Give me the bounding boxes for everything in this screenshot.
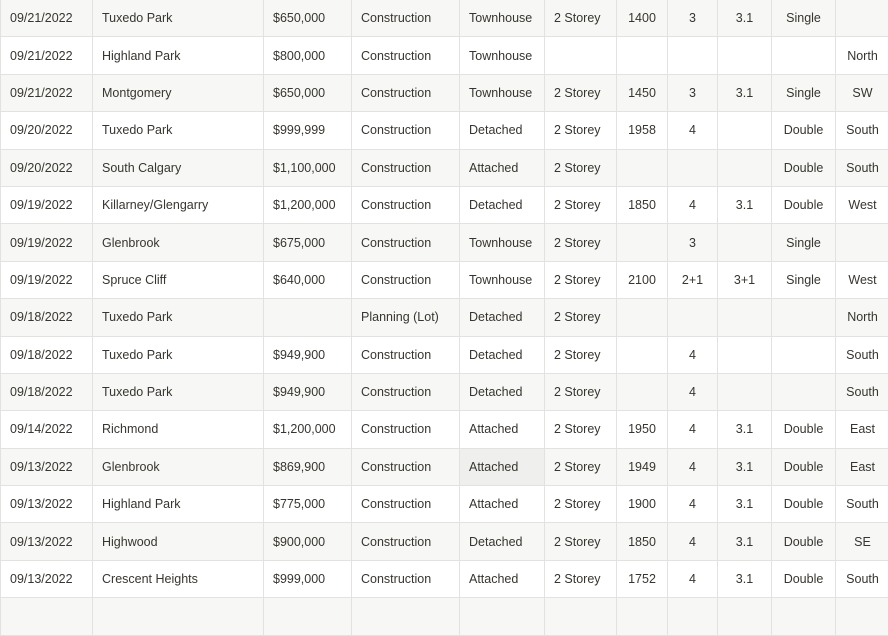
community-cell[interactable]: Montgomery [93,74,264,111]
price-cell[interactable]: $1,100,000 [264,149,352,186]
table-row[interactable] [1,411,888,448]
date-cell[interactable] [1,598,93,635]
bathrooms-cell[interactable] [718,336,772,373]
bedrooms-cell[interactable] [668,299,718,336]
exposure-cell[interactable]: East [836,448,888,485]
status-cell[interactable]: Construction [352,224,460,261]
price-cell[interactable]: $650,000 [264,74,352,111]
community-cell[interactable]: Tuxedo Park [93,336,264,373]
date-cell[interactable]: 09/19/2022 [1,261,93,298]
date-cell[interactable]: 09/18/2022 [1,373,93,410]
type-cell[interactable]: Townhouse [460,37,545,74]
exposure-cell[interactable]: South [836,112,888,149]
bathrooms-cell[interactable]: 3.1 [718,411,772,448]
price-cell[interactable]: $650,000 [264,0,352,37]
price-cell[interactable]: $869,900 [264,448,352,485]
status-cell[interactable]: Planning (Lot) [352,299,460,336]
type-cell[interactable]: Townhouse [460,261,545,298]
status-cell[interactable]: Construction [352,448,460,485]
bedrooms-cell[interactable]: 4 [668,523,718,560]
sqft-cell[interactable] [617,373,668,410]
type-cell[interactable]: Attached [460,149,545,186]
exposure-cell[interactable] [836,0,888,37]
bedrooms-cell[interactable]: 3 [668,224,718,261]
status-cell[interactable]: Construction [352,112,460,149]
table-row[interactable] [1,299,888,336]
bedrooms-cell[interactable]: 3 [668,0,718,37]
community-cell[interactable]: Richmond [93,411,264,448]
status-cell[interactable]: Construction [352,261,460,298]
table-row[interactable] [1,448,888,485]
table-row[interactable] [1,74,888,111]
price-cell[interactable] [264,598,352,635]
sqft-cell[interactable]: 1850 [617,186,668,223]
type-cell[interactable]: Attached [460,448,545,485]
sqft-cell[interactable] [617,336,668,373]
bathrooms-cell[interactable] [718,112,772,149]
storeys-cell[interactable]: 2 Storey [545,486,617,523]
community-cell[interactable]: South Calgary [93,149,264,186]
bedrooms-cell[interactable]: 3 [668,74,718,111]
table-row[interactable] [1,149,888,186]
status-cell[interactable]: Construction [352,74,460,111]
storeys-cell[interactable]: 2 Storey [545,186,617,223]
sqft-cell[interactable]: 2100 [617,261,668,298]
garage-cell[interactable]: Single [772,0,836,37]
storeys-cell[interactable]: 2 Storey [545,448,617,485]
table-row[interactable] [1,112,888,149]
sqft-cell[interactable]: 1950 [617,411,668,448]
bedrooms-cell[interactable]: 2+1 [668,261,718,298]
exposure-cell[interactable]: North [836,37,888,74]
date-cell[interactable]: 09/20/2022 [1,112,93,149]
bedrooms-cell[interactable]: 4 [668,560,718,597]
status-cell[interactable]: Construction [352,373,460,410]
bathrooms-cell[interactable]: 3.1 [718,560,772,597]
date-cell[interactable]: 09/19/2022 [1,186,93,223]
storeys-cell[interactable]: 2 Storey [545,149,617,186]
type-cell[interactable]: Detached [460,112,545,149]
garage-cell[interactable] [772,598,836,635]
sqft-cell[interactable]: 1900 [617,486,668,523]
exposure-cell[interactable]: South [836,373,888,410]
garage-cell[interactable]: Double [772,186,836,223]
price-cell[interactable]: $775,000 [264,486,352,523]
bathrooms-cell[interactable]: 3.1 [718,523,772,560]
community-cell[interactable]: Tuxedo Park [93,373,264,410]
bathrooms-cell[interactable]: 3.1 [718,74,772,111]
community-cell[interactable]: Crescent Heights [93,560,264,597]
garage-cell[interactable] [772,336,836,373]
bathrooms-cell[interactable]: 3.1 [718,448,772,485]
garage-cell[interactable]: Double [772,448,836,485]
exposure-cell[interactable]: South [836,560,888,597]
storeys-cell[interactable] [545,37,617,74]
status-cell[interactable]: Construction [352,336,460,373]
exposure-cell[interactable]: East [836,411,888,448]
bedrooms-cell[interactable]: 4 [668,373,718,410]
exposure-cell[interactable]: North [836,299,888,336]
storeys-cell[interactable]: 2 Storey [545,112,617,149]
date-cell[interactable]: 09/20/2022 [1,149,93,186]
community-cell[interactable]: Killarney/Glengarry [93,186,264,223]
type-cell[interactable]: Townhouse [460,74,545,111]
community-cell[interactable]: Glenbrook [93,224,264,261]
exposure-cell[interactable] [836,598,888,635]
type-cell[interactable]: Attached [460,411,545,448]
status-cell[interactable] [352,598,460,635]
garage-cell[interactable]: Double [772,486,836,523]
garage-cell[interactable]: Double [772,112,836,149]
status-cell[interactable]: Construction [352,186,460,223]
type-cell[interactable]: Detached [460,373,545,410]
listings-table-body [1,0,888,635]
storeys-cell[interactable]: 2 Storey [545,373,617,410]
garage-cell[interactable] [772,299,836,336]
table-row[interactable] [1,373,888,410]
storeys-cell[interactable]: 2 Storey [545,411,617,448]
date-cell[interactable]: 09/18/2022 [1,299,93,336]
bathrooms-cell[interactable]: 3.1 [718,486,772,523]
bathrooms-cell[interactable] [718,299,772,336]
garage-cell[interactable] [772,37,836,74]
exposure-cell[interactable]: South [836,336,888,373]
bedrooms-cell[interactable] [668,149,718,186]
date-cell[interactable]: 09/14/2022 [1,411,93,448]
bedrooms-cell[interactable]: 4 [668,411,718,448]
status-cell[interactable]: Construction [352,37,460,74]
storeys-cell[interactable]: 2 Storey [545,224,617,261]
price-cell[interactable]: $675,000 [264,224,352,261]
community-cell[interactable]: Tuxedo Park [93,112,264,149]
price-cell[interactable] [264,299,352,336]
garage-cell[interactable]: Single [772,224,836,261]
storeys-cell[interactable]: 2 Storey [545,336,617,373]
bathrooms-cell[interactable]: 3.1 [718,0,772,37]
garage-cell[interactable]: Double [772,411,836,448]
garage-cell[interactable]: Double [772,149,836,186]
exposure-cell[interactable]: SE [836,523,888,560]
date-cell[interactable]: 09/21/2022 [1,74,93,111]
bathrooms-cell[interactable] [718,37,772,74]
date-cell[interactable]: 09/18/2022 [1,336,93,373]
sqft-cell[interactable]: 1450 [617,74,668,111]
table-row[interactable] [1,37,888,74]
price-cell[interactable]: $900,000 [264,523,352,560]
sqft-cell[interactable]: 1400 [617,0,668,37]
sqft-cell[interactable] [617,224,668,261]
date-cell[interactable]: 09/13/2022 [1,486,93,523]
storeys-cell[interactable]: 2 Storey [545,261,617,298]
bathrooms-cell[interactable]: 3.1 [718,186,772,223]
garage-cell[interactable]: Double [772,523,836,560]
date-cell[interactable]: 09/13/2022 [1,448,93,485]
sqft-cell[interactable]: 1958 [617,112,668,149]
community-cell[interactable]: Tuxedo Park [93,299,264,336]
community-cell[interactable]: Glenbrook [93,448,264,485]
status-cell[interactable]: Construction [352,486,460,523]
table-row[interactable] [1,598,888,635]
garage-cell[interactable]: Single [772,74,836,111]
status-cell[interactable]: Construction [352,523,460,560]
bathrooms-cell[interactable]: 3+1 [718,261,772,298]
exposure-cell[interactable]: West [836,261,888,298]
storeys-cell[interactable]: 2 Storey [545,0,617,37]
storeys-cell[interactable] [545,598,617,635]
sqft-cell[interactable]: 1949 [617,448,668,485]
community-cell[interactable]: Highland Park [93,37,264,74]
storeys-cell[interactable]: 2 Storey [545,299,617,336]
sqft-cell[interactable] [617,149,668,186]
table-row[interactable] [1,224,888,261]
community-cell[interactable]: Highland Park [93,486,264,523]
exposure-cell[interactable] [836,224,888,261]
type-cell[interactable]: Attached [460,560,545,597]
date-cell[interactable]: 09/19/2022 [1,224,93,261]
bathrooms-cell[interactable] [718,224,772,261]
type-cell[interactable]: Townhouse [460,0,545,37]
type-cell[interactable] [460,598,545,635]
table-row[interactable] [1,261,888,298]
table-row[interactable] [1,486,888,523]
exposure-cell[interactable]: South [836,486,888,523]
bedrooms-cell[interactable] [668,37,718,74]
sqft-cell[interactable] [617,299,668,336]
table-row[interactable] [1,336,888,373]
storeys-cell[interactable]: 2 Storey [545,74,617,111]
date-cell[interactable]: 09/21/2022 [1,0,93,37]
sqft-cell[interactable]: 1850 [617,523,668,560]
price-cell[interactable]: $999,999 [264,112,352,149]
type-cell[interactable]: Detached [460,299,545,336]
bedrooms-cell[interactable] [668,598,718,635]
storeys-cell[interactable]: 2 Storey [545,560,617,597]
table-row[interactable] [1,0,888,37]
price-cell[interactable]: $949,900 [264,336,352,373]
price-cell[interactable]: $1,200,000 [264,186,352,223]
price-cell[interactable]: $1,200,000 [264,411,352,448]
type-cell[interactable]: Detached [460,186,545,223]
status-cell[interactable]: Construction [352,149,460,186]
sqft-cell[interactable] [617,598,668,635]
bedrooms-cell[interactable]: 4 [668,112,718,149]
price-cell[interactable]: $949,900 [264,373,352,410]
exposure-cell[interactable]: South [836,149,888,186]
storeys-cell[interactable]: 2 Storey [545,523,617,560]
bedrooms-cell[interactable]: 4 [668,486,718,523]
status-cell[interactable]: Construction [352,0,460,37]
price-cell[interactable]: $640,000 [264,261,352,298]
type-cell[interactable]: Detached [460,523,545,560]
status-cell[interactable]: Construction [352,560,460,597]
exposure-cell[interactable]: West [836,186,888,223]
exposure-cell[interactable]: SW [836,74,888,111]
type-cell[interactable]: Detached [460,336,545,373]
date-cell[interactable]: 09/13/2022 [1,523,93,560]
garage-cell[interactable]: Single [772,261,836,298]
bedrooms-cell[interactable]: 4 [668,336,718,373]
sqft-cell[interactable] [617,37,668,74]
community-cell[interactable] [93,598,264,635]
garage-cell[interactable] [772,373,836,410]
price-cell[interactable]: $800,000 [264,37,352,74]
date-cell[interactable]: 09/21/2022 [1,37,93,74]
garage-cell[interactable]: Double [772,560,836,597]
bedrooms-cell[interactable]: 4 [668,186,718,223]
status-cell[interactable]: Construction [352,411,460,448]
table-row[interactable] [1,560,888,597]
table-row[interactable] [1,523,888,560]
bathrooms-cell[interactable] [718,149,772,186]
bedrooms-cell[interactable]: 4 [668,448,718,485]
sqft-cell[interactable]: 1752 [617,560,668,597]
community-cell[interactable]: Tuxedo Park [93,0,264,37]
price-cell[interactable]: $999,000 [264,560,352,597]
community-cell[interactable]: Spruce Cliff [93,261,264,298]
bathrooms-cell[interactable] [718,598,772,635]
table-row[interactable] [1,186,888,223]
type-cell[interactable]: Townhouse [460,224,545,261]
bathrooms-cell[interactable] [718,373,772,410]
date-cell[interactable]: 09/13/2022 [1,560,93,597]
type-cell[interactable]: Attached [460,486,545,523]
community-cell[interactable]: Highwood [93,523,264,560]
